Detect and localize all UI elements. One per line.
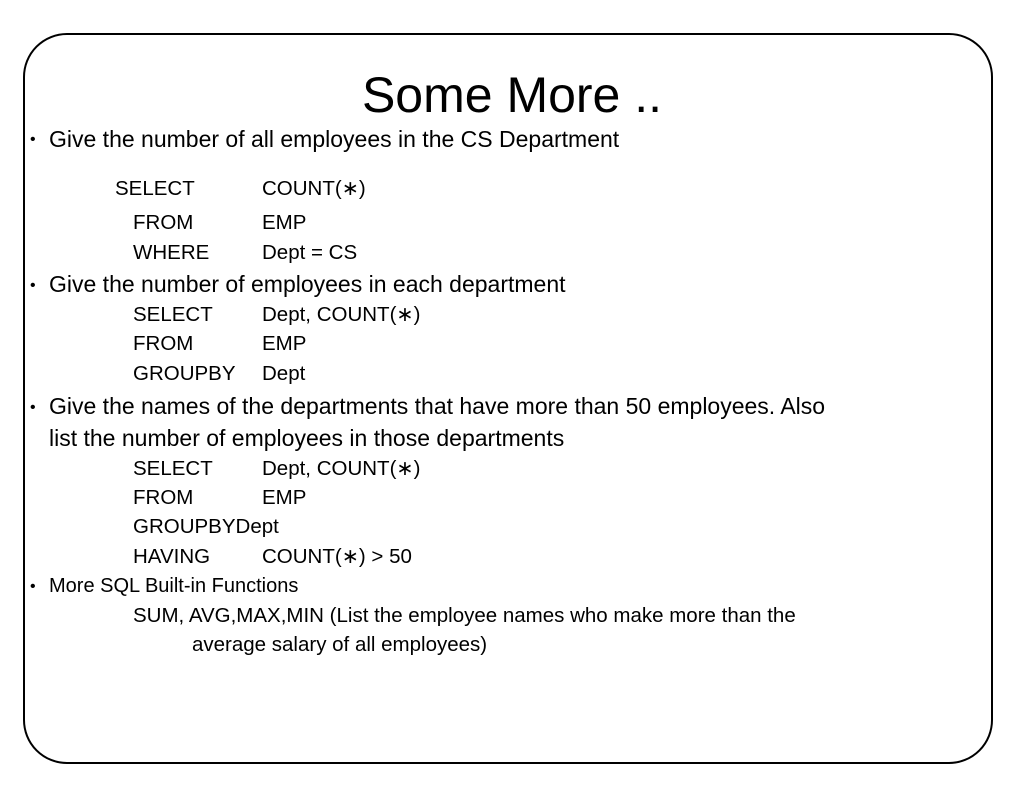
query-1-argument-2: EMP <box>262 211 307 234</box>
query-3-argument-2: EMP <box>262 486 307 509</box>
query-1-keyword-2: FROM <box>133 211 194 234</box>
bullet-1: • <box>30 131 36 148</box>
query-3-keyword-1: SELECT <box>133 457 213 480</box>
query-3-keyword-4: HAVING <box>133 545 211 568</box>
bullet-3: • <box>30 399 36 416</box>
bullet-text-1: Give the number of all employees in the CS Department <box>49 126 620 152</box>
query-2-argument-3: Dept <box>262 362 306 385</box>
query-2-keyword-3: GROUPBY <box>133 362 236 385</box>
slide-title: Some More .. <box>361 67 663 123</box>
query-2-keyword-1: SELECT <box>133 303 213 326</box>
query-2-argument-1: Dept, COUNT(∗) <box>262 303 421 326</box>
query-3-keyword-3: GROUPBYDept <box>133 515 279 538</box>
functions-detail-line-1: SUM, AVG,MAX,MIN (List the employee names who make more than the <box>133 604 796 627</box>
bullet-text-2: Give the number of employees in each department <box>49 271 566 297</box>
query-3-argument-1: Dept, COUNT(∗) <box>262 457 421 480</box>
query-3-argument-4: COUNT(∗) > 50 <box>262 545 412 568</box>
query-1-argument-1: COUNT(∗) <box>262 177 366 200</box>
query-2-keyword-2: FROM <box>133 332 194 355</box>
bullet-2: • <box>30 277 36 294</box>
bullet-text-3-line-1: Give the names of the departments that have more than 50 employees. Also <box>49 393 826 419</box>
query-3-keyword-2: FROM <box>133 486 194 509</box>
query-2-argument-2: EMP <box>262 332 307 355</box>
query-1-argument-3: Dept = CS <box>262 241 358 264</box>
bullet-text-4: More SQL Built-in Functions <box>49 575 299 597</box>
query-1-keyword-1: SELECT <box>115 177 195 200</box>
bullet-text-3-line-2: list the number of employees in those departments <box>49 425 565 451</box>
functions-detail-line-2: average salary of all employees) <box>192 633 488 656</box>
bullet-4: • <box>30 578 36 595</box>
query-1-keyword-3: WHERE <box>133 241 210 264</box>
